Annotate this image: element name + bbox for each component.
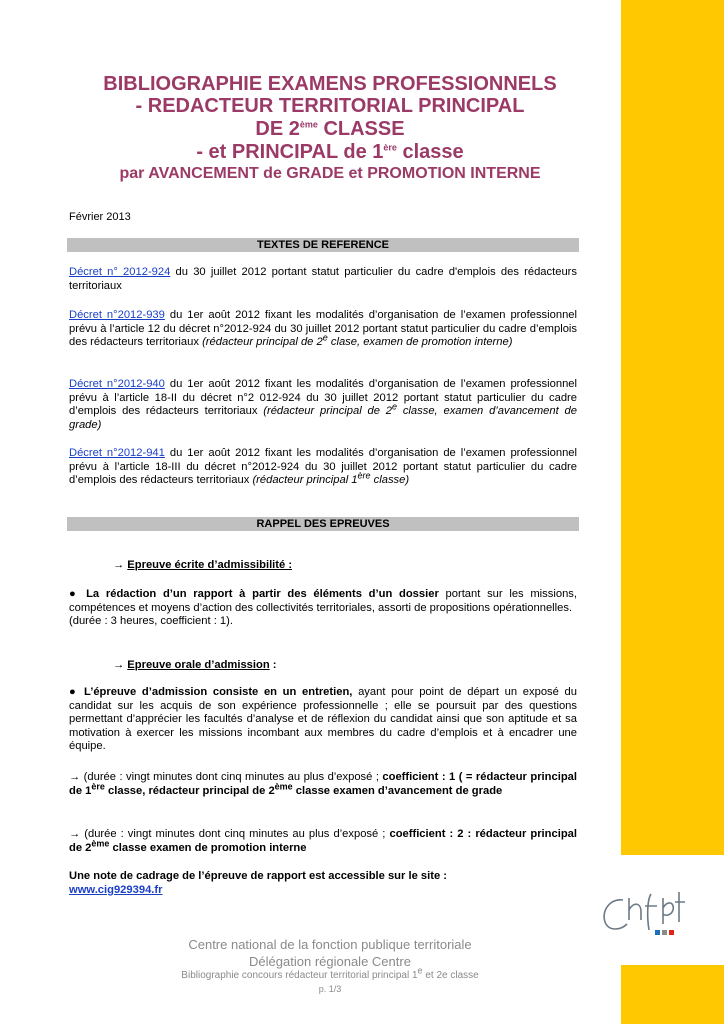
decree-paragraph: Décret n°2012-940 du 1er août 2012 fixant les modalités d’organisation de l’examen professionnel prévu à l’article 18-II du décret n°2 012-924 du 30 juillet 2012 portant statut particulier du cadre d’emplois des rédacteurs territoriaux (rédacteur principal de 2e classe, examen d’avancement de grade) [69,378,577,431]
note-cadrage: Une note de cadrage de l’épreuve de rapport est accessible sur le site : www.cig929394.fr [69,870,448,896]
decree-link[interactable]: Décret n°2012-940 [69,378,165,390]
subtitle: par AVANCEMENT de GRADE et PROMOTION INTERNE [119,165,541,182]
page-number: p. 1/3 [318,984,342,994]
duree-grade: → (durée : vingt minutes dont cinq minutes au plus d’exposé ; coefficient : 1 ( = rédacteur principal de 1ère classe, rédacteur principal de 2ème classe examen d’avancement de grade [69,771,577,797]
epreuve-ecrite-description: ● La rédaction d’un rapport à partir des éléments d’un dossier portant sur les missions, compétences et moyens d’action des collectivités territoriales, assorti de propositions opérationnelles. (durée : 3 heures, coefficient : 1). [69,588,577,628]
site-link[interactable]: www.cig929394.fr [69,883,163,896]
footer-organisation: Centre national de la fonction publique territoriale [188,937,472,952]
title-line-4: - et PRINCIPAL de 1ère classe [196,141,464,163]
title-line-1: BIBLIOGRAPHIE EXAMENS PROFESSIONNELS [103,73,557,95]
decree-link[interactable]: Décret n° 2012-924 [69,266,171,278]
decree-link[interactable]: Décret n°2012-941 [69,447,165,459]
cnfpt-logo [593,880,688,950]
arrow-icon: → [113,559,125,571]
arrow-icon: → [69,771,81,783]
decree-paragraph: Décret n°2012-939 du 1er août 2012 fixant les modalités d’organisation de l’examen professionnel prévu à l’article 12 du décret n°2012-924 du 30 juillet 2012 portant statut particulier du cadre d’emplois des rédacteurs territoriaux (rédacteur principal de 2e clase, examen de promotion interne) [69,309,577,349]
decree-paragraph: Décret n°2012-941 du 1er août 2012 fixant les modalités d’organisation de l’examen professionnel prévu à l’article 18-III du décret n°2012-924 du 30 juillet 2012 portant statut particulier du cadre d’emplois des rédacteurs territoriaux (rédacteur principal 1ère classe) [69,447,577,487]
decree-paragraph: Décret n° 2012-924 du 30 juillet 2012 portant statut particulier du cadre d'emplois des rédacteurs territoriaux [69,266,577,292]
arrow-icon: → [113,659,125,671]
section-header-textes: TEXTES DE REFERENCE [67,238,579,252]
footer-document-title: Bibliographie concours rédacteur territorial principal 1e et 2e classe [181,965,479,981]
title-line-2: - REDACTEUR TERRITORIAL PRINCIPAL [135,95,525,117]
document-date: Février 2013 [69,211,131,223]
epreuve-orale-description: ● L’épreuve d’admission consiste en un entretien, ayant pour point de départ un exposé du candidat sur les acquis de son expérience professionnelle ; elle se poursuit par des questions permettant d’apprécier les facultés d’analyse et de réflexion du candidat ainsi que son aptitude et sa motivation à exercer les missions incombant aux membres du cadre d’emplois et à encadrer une équipe. [69,686,577,753]
duree-promotion: → (durée : vingt minutes dont cinq minutes au plus d’exposé ; coefficient : 2 : rédacteur principal de 2ème classe examen de promotion interne [69,828,577,854]
footer-delegation: Délégation régionale Centre [249,954,411,969]
arrow-icon: → [69,828,81,840]
decree-link[interactable]: Décret n°2012-939 [69,309,165,321]
section-header-rappel: RAPPEL DES EPREUVES [67,517,579,531]
title-line-3: DE 2ème CLASSE [255,118,405,140]
epreuve-orale-heading: → Epreuve orale d’admission : [113,659,277,671]
epreuve-ecrite-heading: → Epreuve écrite d’admissibilité : [113,559,293,571]
